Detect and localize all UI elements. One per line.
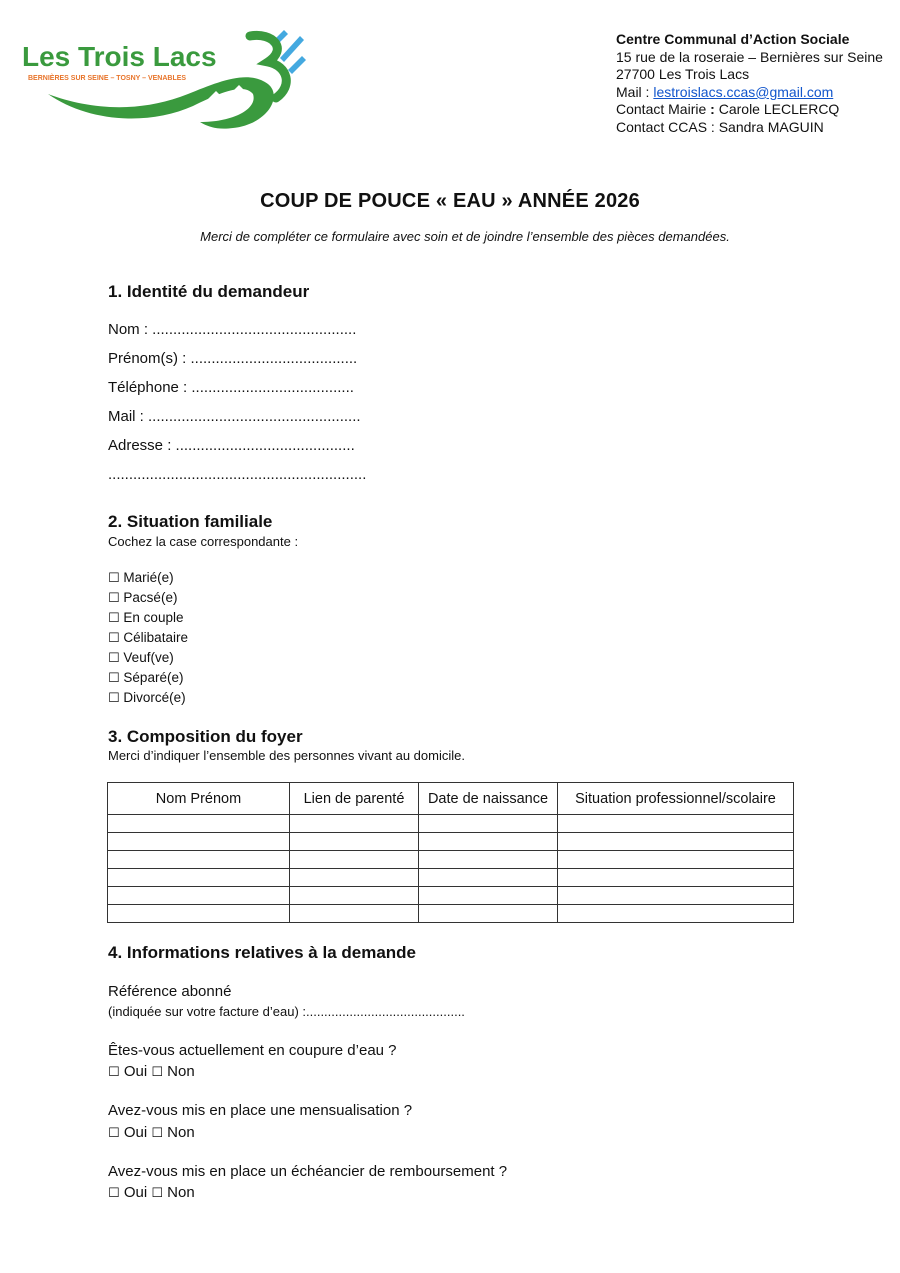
- org-name: Centre Communal d’Action Sociale: [616, 31, 850, 47]
- mail-label: Mail :: [616, 83, 654, 100]
- table-cell[interactable]: [108, 851, 290, 869]
- question-echeancier: Avez-vous mis en place un échéancier de remboursement ?: [108, 1163, 508, 1180]
- table-cell[interactable]: [558, 833, 794, 851]
- checkbox-icon[interactable]: ☐: [108, 691, 120, 706]
- no-label: Non: [167, 1184, 195, 1201]
- page-subtitle: Merci de compléter ce formulaire avec soin et de joindre l’ensemble des pièces demandées.: [200, 229, 730, 244]
- table-cell[interactable]: [108, 905, 290, 923]
- mail-link[interactable]: lestroislacs.ccas@gmail.com: [653, 83, 834, 100]
- table-row: [108, 869, 794, 887]
- field-telephone[interactable]: Téléphone : .......................................: [108, 379, 354, 396]
- table-cell[interactable]: [558, 815, 794, 833]
- option-label: Célibataire: [123, 630, 188, 645]
- contact-mairie-name: Carole LECLERCQ: [714, 101, 840, 118]
- org-address-line2: 27700 Les Trois Lacs: [616, 66, 750, 83]
- field-adresse[interactable]: Adresse : ...........................................: [108, 437, 355, 454]
- answer-mensualisation: [108, 1124, 195, 1141]
- table-cell[interactable]: [419, 887, 558, 905]
- table-row: [108, 905, 794, 923]
- contact-mairie-colon: :: [710, 101, 715, 118]
- table-cell[interactable]: [108, 869, 290, 887]
- table-cell[interactable]: [558, 905, 794, 923]
- field-adresse-continued[interactable]: ..............................................................: [108, 466, 367, 483]
- checkbox-icon[interactable]: ☐: [108, 631, 120, 646]
- logo-name: Les Trois Lacs: [22, 41, 217, 72]
- section4-heading: 4. Informations relatives à la demande: [108, 943, 417, 962]
- org-mail: [616, 84, 883, 102]
- option-separe[interactable]: [108, 670, 183, 686]
- yes-label: Oui: [123, 1184, 148, 1201]
- table-cell[interactable]: [290, 887, 419, 905]
- checkbox-yes-icon[interactable]: ☐: [108, 1186, 120, 1201]
- checkbox-yes-icon[interactable]: ☐: [108, 1126, 120, 1141]
- checkbox-no-icon[interactable]: ☐: [151, 1126, 163, 1141]
- yes-label: Oui: [123, 1063, 148, 1080]
- page-title: COUP DE POUCE « EAU » ANNÉE 2026: [260, 190, 640, 212]
- question-mensualisation: Avez-vous mis en place une mensualisation ?: [108, 1102, 413, 1119]
- column-header: Nom Prénom: [108, 783, 290, 815]
- table-cell[interactable]: [290, 869, 419, 887]
- table-cell[interactable]: [419, 815, 558, 833]
- household-table: [107, 782, 794, 923]
- table-cell[interactable]: [419, 851, 558, 869]
- table-cell[interactable]: [558, 851, 794, 869]
- checkbox-icon[interactable]: ☐: [108, 611, 120, 626]
- field-mail[interactable]: Mail : ...................................................: [108, 408, 361, 425]
- option-divorce[interactable]: [108, 690, 186, 706]
- checkbox-icon[interactable]: ☐: [108, 571, 120, 586]
- table-row: [108, 833, 794, 851]
- checkbox-icon[interactable]: ☐: [108, 651, 120, 666]
- reference-label: Référence abonné: [108, 983, 232, 1000]
- water-drop-icon: [288, 56, 306, 74]
- option-label: Pacsé(e): [123, 590, 178, 605]
- option-celibataire[interactable]: [108, 630, 188, 646]
- option-label: Séparé(e): [123, 670, 184, 685]
- checkbox-icon[interactable]: ☐: [108, 591, 120, 606]
- table-cell[interactable]: [558, 869, 794, 887]
- table-cell[interactable]: [419, 905, 558, 923]
- section2-heading: 2. Situation familiale: [108, 512, 273, 531]
- no-label: Non: [167, 1124, 195, 1141]
- option-marie[interactable]: [108, 570, 174, 586]
- table-cell[interactable]: [290, 851, 419, 869]
- option-label: Veuf(ve): [123, 650, 174, 665]
- column-header: Lien de parenté: [290, 783, 419, 815]
- table-cell[interactable]: [108, 815, 290, 833]
- table-cell[interactable]: [419, 869, 558, 887]
- table-cell[interactable]: [558, 887, 794, 905]
- option-veuf[interactable]: [108, 650, 174, 666]
- table-row: [108, 887, 794, 905]
- table-header-row: [108, 783, 794, 815]
- option-label: Marié(e): [123, 570, 174, 585]
- table-row: [108, 815, 794, 833]
- option-label: Divorcé(e): [123, 690, 186, 705]
- section3-heading: 3. Composition du foyer: [108, 727, 303, 746]
- reference-field[interactable]: (indiquée sur votre facture d’eau) :............................................: [108, 1004, 465, 1019]
- checkbox-no-icon[interactable]: ☐: [151, 1186, 163, 1201]
- table-cell[interactable]: [108, 833, 290, 851]
- checkbox-no-icon[interactable]: ☐: [151, 1065, 163, 1080]
- contact-ccas: Contact CCAS : Sandra MAGUIN: [616, 118, 824, 135]
- organisation-info: [616, 31, 883, 137]
- question-coupure: Êtes-vous actuellement en coupure d’eau ?: [108, 1042, 397, 1059]
- section3-instruction: Merci d’indiquer l’ensemble des personnes vivant au domicile.: [108, 748, 465, 763]
- checkbox-yes-icon[interactable]: ☐: [108, 1065, 120, 1080]
- logo-tagline: BERNIÈRES SUR SEINE – TOSNY – VENABLES: [28, 75, 187, 82]
- no-label: Non: [167, 1063, 195, 1080]
- org-address-line1: 15 rue de la roseraie – Bernières sur Seine: [616, 48, 883, 65]
- table-row: [108, 851, 794, 869]
- field-nom[interactable]: Nom : .................................................: [108, 321, 357, 338]
- answer-echeancier: [108, 1184, 195, 1201]
- option-pacse[interactable]: [108, 590, 177, 606]
- checkbox-icon[interactable]: ☐: [108, 671, 120, 686]
- yes-label: Oui: [123, 1124, 148, 1141]
- answer-coupure: [108, 1063, 195, 1080]
- contact-mairie-label: Contact Mairie: [616, 101, 711, 118]
- column-header: Date de naissance: [419, 783, 558, 815]
- option-label: En couple: [123, 610, 184, 625]
- option-en-couple[interactable]: [108, 610, 183, 626]
- table-cell[interactable]: [419, 833, 558, 851]
- logo: [18, 14, 308, 134]
- section2-instruction: Cochez la case correspondante :: [108, 534, 299, 549]
- table-cell[interactable]: [108, 887, 290, 905]
- field-prenom[interactable]: Prénom(s) : ........................................: [108, 350, 358, 367]
- table-cell[interactable]: [290, 905, 419, 923]
- section1-heading: 1. Identité du demandeur: [108, 282, 310, 301]
- table-cell[interactable]: [290, 833, 419, 851]
- logo-graphic: [18, 14, 308, 134]
- table-cell[interactable]: [290, 815, 419, 833]
- contact-mairie: [616, 101, 883, 119]
- column-header: Situation professionnel/scolaire: [558, 783, 794, 815]
